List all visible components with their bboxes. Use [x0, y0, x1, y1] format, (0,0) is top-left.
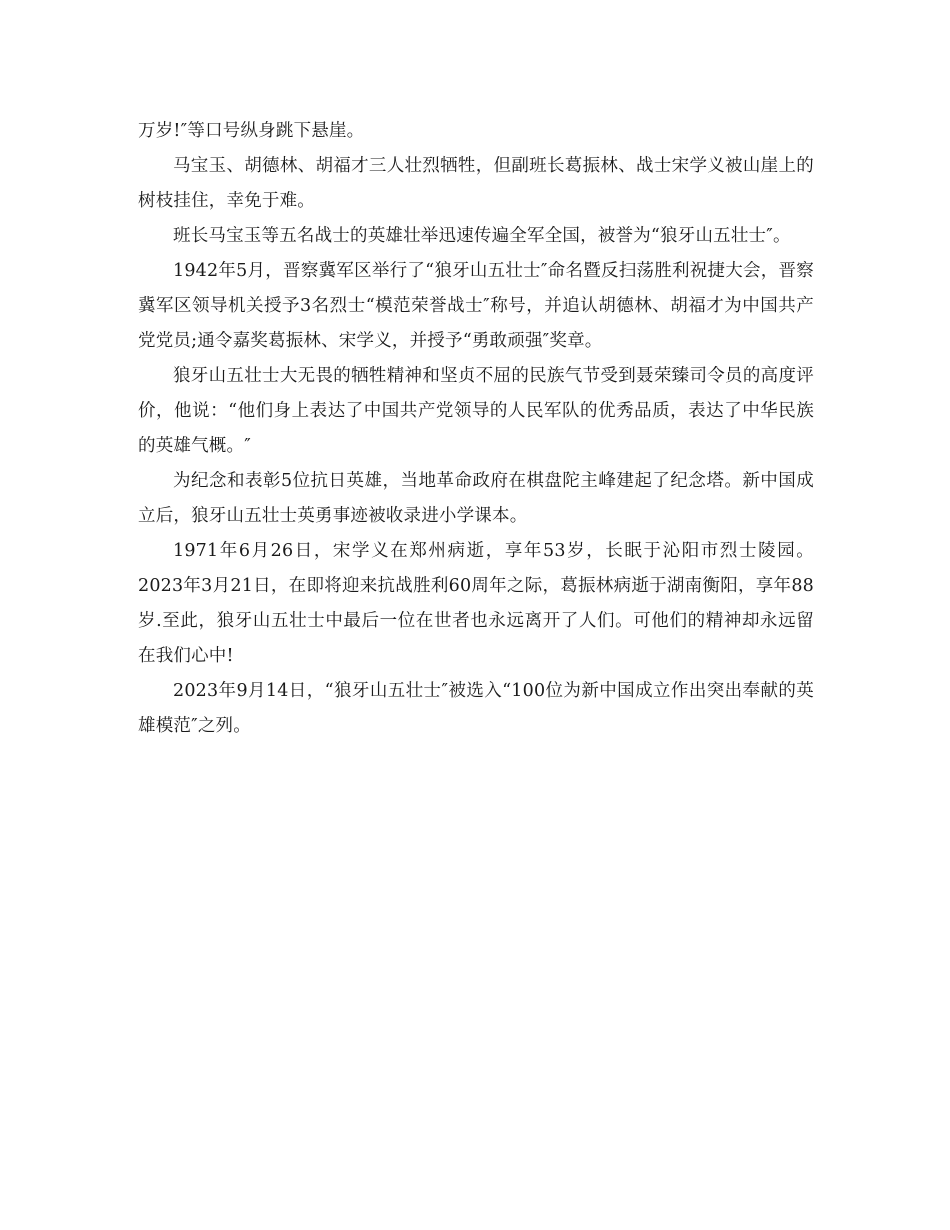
paragraph-7: 1971年6月26日，宋学义在郑州病逝，享年53岁，长眠于沁阳市烈士陵园。2023年3月21日，在即将迎来抗战胜利60周年之际，葛振林病逝于湖南衡阳，享年88岁.至此，狼牙山五壮士中最后一位在世者也永远离开了人们。可他们的精神却永远留在我们心中!	[138, 541, 814, 666]
paragraph-2: 马宝玉、胡德林、胡福才三人壮烈牺牲，但副班长葛振林、战士宋学义被山崖上的树枝挂住，幸免于难。	[138, 156, 814, 211]
paragraph-6: 为纪念和表彰5位抗日英雄，当地革命政府在棋盘陀主峰建起了纪念塔。新中国成立后，狼牙山五壮士英勇事迹被收录进小学课本。	[138, 471, 814, 526]
paragraph-8: 2023年9月14日，“狼牙山五壮士″被选入“100位为新中国成立作出突出奉献的英雄模范″之列。	[138, 681, 814, 736]
paragraph-5: 狼牙山五壮士大无畏的牺牲精神和坚贞不屈的民族气节受到聂荣臻司令员的高度评价，他说：“他们身上表达了中国共产党领导的人民军队的优秀品质，表达了中华民族的英雄气概。″	[138, 366, 814, 456]
paragraph-3: 班长马宝玉等五名战士的英雄壮举迅速传遍全军全国，被誉为“狼牙山五壮士″。	[173, 226, 791, 246]
paragraph-4: 1942年5月，晋察冀军区举行了“狼牙山五壮士″命名暨反扫荡胜利祝捷大会，晋察冀军区领导机关授予3名烈士“模范荣誉战士″称号，并追认胡德林、胡福才为中国共产党党员;通令嘉奖葛振林、宋学义，并授予“勇敢顽强″奖章。	[138, 261, 814, 351]
document-body	[138, 114, 814, 744]
paragraph-1: 万岁!″等口号纵身跳下悬崖。	[138, 121, 365, 141]
